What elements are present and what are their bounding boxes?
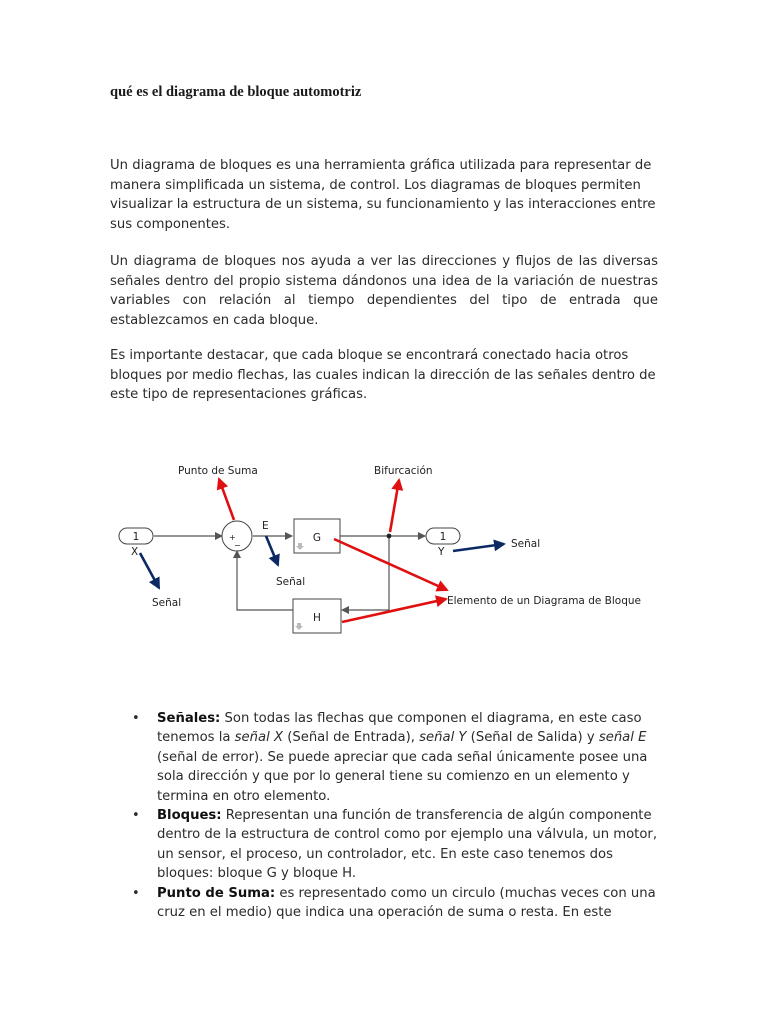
block-diagram-figure — [112, 452, 657, 642]
term-punto-de-suma: Punto de Suma: — [157, 885, 276, 901]
senales-text-1: Son todas las flechas que componen el diagrama, en este caso tenemos la — [157, 711, 642, 746]
signal-y-label: Señal — [511, 538, 541, 550]
intro-paragraph: Un diagrama de bloques es una herramienta gráfica utilizada para representar de manera simplificada un sistema, de control. Los diagramas de bloques permiten visualizar la estructura de un sistema, su funcionamiento y las interacciones entre sus componentes. — [110, 158, 656, 232]
list-item-bloques — [110, 806, 658, 884]
block-g — [294, 519, 340, 553]
senal-e-term: señal E — [598, 730, 647, 746]
definitions-list — [110, 709, 658, 922]
bloques-text: Representan una función de transferencia de algún componente dentro de la estructura de control como por ejemplo una válvula, un motor, un sensor, el proceso, un controlador, etc. En este caso tenemos dos bloques: bloque G y bloque H. — [157, 808, 658, 882]
input-port — [119, 528, 153, 558]
signals-paragraph: Un diagrama de bloques nos ayuda a ver las direcciones y flujos de las diversas señales dentro del propio sistema dándonos una idea de la variación de nuestras variables con relación al tiempo dependientes del tipo de entrada que establezcamos en cada bloque. — [110, 254, 658, 328]
connections-paragraph: Es importante destacar, que cada bloque se encontrará conectado hacia otros bloques por medio flechas, las cuales indican la dirección de las señales dentro de este tipo de representaciones gráficas. — [110, 348, 656, 403]
block-diagram — [112, 452, 657, 642]
list-item-senales — [110, 709, 658, 806]
svg-text:−: − — [234, 541, 241, 550]
bullet-dot: • — [132, 885, 140, 901]
svg-text:G: G — [312, 532, 322, 544]
svg-text:1: 1 — [439, 531, 447, 543]
svg-text:H: H — [313, 612, 321, 624]
output-port — [426, 528, 460, 558]
punto-de-suma-text: es representado como un circulo (muchas veces con una cruz en el medio) que indica una operación de suma o resta. En este — [157, 885, 656, 921]
senales-text-3: (Señal de Salida) y — [466, 730, 599, 746]
term-senales: Señales: — [157, 711, 221, 726]
block-h — [293, 599, 341, 633]
senal-x-term: señal X — [234, 730, 283, 746]
signal-x-label: Señal — [152, 597, 182, 609]
svg-text:1: 1 — [132, 531, 140, 543]
document-title: qué es el diagrama de bloque automotriz — [110, 84, 362, 100]
senales-text-4: (señal de error). Se puede apreciar que cada señal únicamente posee una sola dirección y que por lo general tiene su comienzo en un elemento y termina en otro elemento. — [157, 749, 648, 804]
svg-text:X: X — [131, 546, 139, 558]
bifurcation-label: Bifurcación — [374, 465, 433, 477]
list-item-punto-de-suma — [110, 884, 658, 923]
sum-point — [222, 521, 252, 551]
bullet-dot: • — [132, 711, 140, 726]
bifurcation-point — [387, 534, 392, 539]
svg-text:Y: Y — [438, 546, 445, 558]
signal-lines — [154, 536, 425, 610]
senal-y-term: señal Y — [419, 730, 467, 746]
sum-point-label: Punto de Suma — [178, 465, 258, 477]
element-label: Elemento de un Diagrama de Bloque — [447, 595, 641, 607]
signal-e-label: Señal — [276, 576, 306, 588]
term-bloques: Bloques: — [157, 808, 222, 824]
bullet-dot: • — [132, 808, 140, 824]
svg-text:+: + — [229, 533, 236, 542]
senales-text-2: (Señal de Entrada), — [283, 730, 420, 746]
error-signal-label: E — [262, 520, 269, 532]
